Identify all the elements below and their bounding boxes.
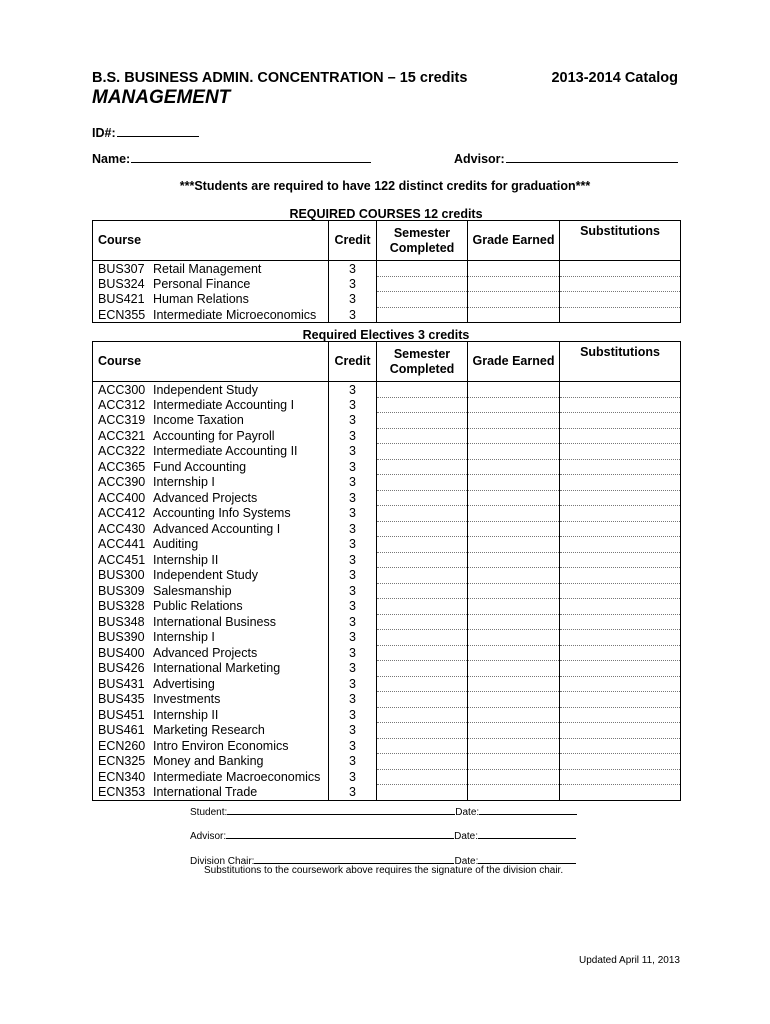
grade-cell[interactable] <box>468 661 560 677</box>
course-cell <box>93 413 329 429</box>
semester-cell[interactable] <box>377 568 468 584</box>
table-row <box>93 738 681 754</box>
table-row <box>93 583 681 599</box>
semester-cell[interactable] <box>377 307 468 323</box>
course-cell <box>93 692 329 708</box>
course-title: Internship II <box>153 552 219 567</box>
semester-cell[interactable] <box>377 754 468 770</box>
credit-cell: 3 <box>329 276 377 292</box>
credit-cell: 3 <box>329 599 377 615</box>
table-row <box>93 537 681 553</box>
table-row <box>93 292 681 308</box>
advisor-label: Advisor: <box>454 152 505 166</box>
semester-cell[interactable] <box>377 769 468 785</box>
credit-cell: 3 <box>329 568 377 584</box>
course-title: Accounting Info Systems <box>153 506 291 521</box>
course-title: Human Relations <box>153 292 249 307</box>
table-header <box>93 342 681 382</box>
course-code: BUS324 <box>98 276 145 291</box>
course-title: Independent Study <box>153 568 258 583</box>
grade-cell[interactable] <box>468 645 560 661</box>
course-code: ACC321 <box>98 428 146 443</box>
course-cell <box>93 521 329 537</box>
course-code: BUS328 <box>98 599 145 614</box>
course-cell <box>93 738 329 754</box>
grade-cell[interactable] <box>468 292 560 308</box>
grade-cell[interactable] <box>468 692 560 708</box>
student-line[interactable] <box>227 804 455 815</box>
course-code: BUS348 <box>98 614 145 629</box>
semester-cell[interactable] <box>377 413 468 429</box>
col-course: Course <box>93 342 329 382</box>
semester-cell[interactable] <box>377 738 468 754</box>
grade-cell[interactable] <box>468 475 560 491</box>
course-cell <box>93 614 329 630</box>
course-title: Investments <box>153 692 221 707</box>
col-semester: Semester Completed <box>377 342 468 382</box>
substitution-cell[interactable] <box>560 614 681 630</box>
course-title: International Marketing <box>153 661 281 676</box>
substitution-cell[interactable] <box>560 738 681 754</box>
course-title: Internship I <box>153 475 215 490</box>
col-credit: Credit <box>329 221 377 261</box>
credit-cell: 3 <box>329 614 377 630</box>
advisor-date-line[interactable] <box>478 828 576 839</box>
course-title: Advanced Accounting I <box>153 521 281 536</box>
course-code: ECN340 <box>98 769 146 784</box>
course-cell <box>93 276 329 292</box>
grade-cell[interactable] <box>468 307 560 323</box>
semester-cell[interactable] <box>377 630 468 646</box>
semester-cell[interactable] <box>377 490 468 506</box>
semester-cell[interactable] <box>377 614 468 630</box>
course-cell <box>93 444 329 460</box>
graduation-note: ***Students are required to have 122 distinct credits for graduation*** <box>179 179 591 193</box>
course-code: ACC412 <box>98 506 146 521</box>
substitution-cell[interactable] <box>560 630 681 646</box>
semester-cell[interactable] <box>377 599 468 615</box>
course-cell <box>93 769 329 785</box>
table-header <box>93 221 681 261</box>
substitution-cell[interactable] <box>560 459 681 475</box>
grade-cell[interactable] <box>468 261 560 277</box>
table-row <box>93 614 681 630</box>
date-label: Date: <box>454 831 479 842</box>
substitution-cell[interactable] <box>560 276 681 292</box>
credit-cell: 3 <box>329 723 377 739</box>
table-row <box>93 692 681 708</box>
credit-cell: 3 <box>329 630 377 646</box>
semester-cell[interactable] <box>377 645 468 661</box>
course-title: Personal Finance <box>153 276 251 291</box>
electives-table <box>92 341 681 801</box>
course-code: ACC390 <box>98 475 146 490</box>
course-code: ACC441 <box>98 537 146 552</box>
substitution-cell[interactable] <box>560 397 681 413</box>
credit-cell: 3 <box>329 552 377 568</box>
semester-cell[interactable] <box>377 707 468 723</box>
credit-cell: 3 <box>329 413 377 429</box>
semester-cell[interactable] <box>377 382 468 398</box>
credit-cell: 3 <box>329 645 377 661</box>
credit-cell: 3 <box>329 785 377 801</box>
substitution-cell[interactable] <box>560 769 681 785</box>
course-cell <box>93 261 329 277</box>
substitution-cell[interactable] <box>560 475 681 491</box>
course-cell <box>93 676 329 692</box>
advisor-sig-line[interactable] <box>226 828 454 839</box>
substitution-cell[interactable] <box>560 382 681 398</box>
course-code: ACC322 <box>98 444 146 459</box>
credit-cell: 3 <box>329 707 377 723</box>
course-title: Advanced Projects <box>153 490 258 505</box>
course-code: BUS431 <box>98 676 145 691</box>
grade-cell[interactable] <box>468 459 560 475</box>
concentration-name: MANAGEMENT <box>92 87 231 108</box>
substitution-cell[interactable] <box>560 707 681 723</box>
course-cell <box>93 490 329 506</box>
grade-cell[interactable] <box>468 444 560 460</box>
grade-cell[interactable] <box>468 521 560 537</box>
course-title: International Trade <box>153 785 258 799</box>
credit-cell: 3 <box>329 754 377 770</box>
course-cell <box>93 382 329 398</box>
table-row <box>93 413 681 429</box>
substitution-cell[interactable] <box>560 676 681 692</box>
table-row <box>93 521 681 537</box>
course-code: ACC300 <box>98 382 146 397</box>
course-cell <box>93 459 329 475</box>
grade-cell[interactable] <box>468 738 560 754</box>
substitution-cell[interactable] <box>560 261 681 277</box>
course-code: ECN353 <box>98 785 146 799</box>
table-row <box>93 490 681 506</box>
course-cell <box>93 583 329 599</box>
col-substitutions: Substitutions <box>560 221 681 261</box>
course-code: ACC365 <box>98 459 146 474</box>
course-code: ECN355 <box>98 307 146 322</box>
grade-cell[interactable] <box>468 490 560 506</box>
course-cell <box>93 630 329 646</box>
updated-date: Updated April 11, 2013 <box>578 955 680 966</box>
course-code: BUS309 <box>98 583 145 598</box>
course-cell <box>93 645 329 661</box>
course-title: Salesmanship <box>153 583 232 598</box>
required-courses-table <box>92 220 681 323</box>
grade-cell[interactable] <box>468 382 560 398</box>
substitution-cell[interactable] <box>560 583 681 599</box>
semester-cell[interactable] <box>377 785 468 801</box>
substitution-cell[interactable] <box>560 552 681 568</box>
substitution-cell[interactable] <box>560 645 681 661</box>
substitution-cell[interactable] <box>560 599 681 615</box>
substitution-cell[interactable] <box>560 521 681 537</box>
course-title: Public Relations <box>153 599 243 614</box>
substitution-cell[interactable] <box>560 428 681 444</box>
course-cell <box>93 506 329 522</box>
course-cell <box>93 397 329 413</box>
course-cell <box>93 599 329 615</box>
course-title: Intermediate Microeconomics <box>153 307 317 322</box>
semester-cell[interactable] <box>377 459 468 475</box>
substitution-cell[interactable] <box>560 413 681 429</box>
grade-cell[interactable] <box>468 537 560 553</box>
substitution-cell[interactable] <box>560 292 681 308</box>
substitution-cell[interactable] <box>560 444 681 460</box>
course-title: International Business <box>153 614 276 629</box>
name-line[interactable] <box>131 150 371 163</box>
credit-cell: 3 <box>329 428 377 444</box>
substitution-cell[interactable] <box>560 692 681 708</box>
table-row <box>93 444 681 460</box>
credit-cell: 3 <box>329 769 377 785</box>
grade-cell[interactable] <box>468 614 560 630</box>
substitution-cell[interactable] <box>560 307 681 323</box>
course-title: Income Taxation <box>153 413 244 428</box>
chair-line[interactable] <box>254 853 454 864</box>
substitution-cell[interactable] <box>560 490 681 506</box>
semester-cell[interactable] <box>377 661 468 677</box>
table-row <box>93 261 681 277</box>
substitution-cell[interactable] <box>560 568 681 584</box>
credit-cell: 3 <box>329 506 377 522</box>
advisor-sig-label: Advisor: <box>190 831 227 842</box>
table-row <box>93 459 681 475</box>
col-grade: Grade Earned <box>468 221 560 261</box>
course-title: Marketing Research <box>153 723 265 738</box>
grade-cell[interactable] <box>468 552 560 568</box>
course-code: BUS390 <box>98 630 145 645</box>
table-row <box>93 707 681 723</box>
course-title: Intermediate Accounting I <box>153 397 295 412</box>
course-title: Internship II <box>153 707 219 722</box>
credit-cell: 3 <box>329 537 377 553</box>
advisor-field[interactable] <box>454 150 678 166</box>
course-code: BUS461 <box>98 723 145 738</box>
course-cell <box>93 661 329 677</box>
table-row <box>93 676 681 692</box>
course-cell <box>93 537 329 553</box>
semester-cell[interactable] <box>377 723 468 739</box>
course-title: Money and Banking <box>153 754 264 769</box>
id-label: ID#: <box>92 126 116 140</box>
course-code: BUS451 <box>98 707 145 722</box>
course-cell <box>93 552 329 568</box>
grade-cell[interactable] <box>468 676 560 692</box>
grade-cell[interactable] <box>468 506 560 522</box>
course-cell <box>93 754 329 770</box>
grade-cell[interactable] <box>468 707 560 723</box>
table-row <box>93 769 681 785</box>
col-course: Course <box>93 221 329 261</box>
credit-cell: 3 <box>329 583 377 599</box>
student-signature[interactable] <box>190 804 577 818</box>
substitution-cell[interactable] <box>560 537 681 553</box>
substitution-cell[interactable] <box>560 506 681 522</box>
table-row <box>93 428 681 444</box>
course-code: BUS435 <box>98 692 145 707</box>
name-label: Name: <box>92 152 131 166</box>
table-row <box>93 723 681 739</box>
grade-cell[interactable] <box>468 397 560 413</box>
substitution-cell[interactable] <box>560 723 681 739</box>
semester-cell[interactable] <box>377 521 468 537</box>
semester-cell[interactable] <box>377 428 468 444</box>
course-cell <box>93 307 329 323</box>
course-title: Retail Management <box>153 261 262 276</box>
semester-cell[interactable] <box>377 583 468 599</box>
semester-cell[interactable] <box>377 676 468 692</box>
grade-cell[interactable] <box>468 723 560 739</box>
semester-cell[interactable] <box>377 261 468 277</box>
substitution-cell[interactable] <box>560 661 681 677</box>
col-semester: Semester Completed <box>377 221 468 261</box>
advisor-line[interactable] <box>506 150 678 163</box>
table-row <box>93 475 681 491</box>
credit-cell: 3 <box>329 292 377 308</box>
semester-cell[interactable] <box>377 537 468 553</box>
course-code: BUS307 <box>98 261 145 276</box>
semester-cell[interactable] <box>377 475 468 491</box>
table-row <box>93 397 681 413</box>
semester-cell[interactable] <box>377 552 468 568</box>
col-credit: Credit <box>329 342 377 382</box>
table-row <box>93 754 681 770</box>
substitution-cell[interactable] <box>560 754 681 770</box>
course-code: BUS426 <box>98 661 145 676</box>
semester-cell[interactable] <box>377 444 468 460</box>
course-code: BUS300 <box>98 568 145 583</box>
semester-cell[interactable] <box>377 276 468 292</box>
substitution-cell[interactable] <box>560 785 681 801</box>
advisor-signature[interactable] <box>190 828 576 842</box>
credit-cell: 3 <box>329 261 377 277</box>
course-title: Advanced Projects <box>153 645 258 660</box>
course-title: Intro Environ Economics <box>153 738 289 753</box>
course-cell <box>93 723 329 739</box>
student-label: Student: <box>190 807 228 818</box>
course-code: ACC400 <box>98 490 146 505</box>
credit-cell: 3 <box>329 307 377 323</box>
credit-cell: 3 <box>329 397 377 413</box>
table-row <box>93 599 681 615</box>
course-code: ACC319 <box>98 413 146 428</box>
course-code: ACC451 <box>98 552 146 567</box>
grade-cell[interactable] <box>468 754 560 770</box>
student-date-line[interactable] <box>479 804 577 815</box>
credit-cell: 3 <box>329 444 377 460</box>
course-title: Internship I <box>153 630 215 645</box>
grade-cell[interactable] <box>468 630 560 646</box>
table-row <box>93 630 681 646</box>
credit-cell: 3 <box>329 521 377 537</box>
table-row <box>93 382 681 398</box>
course-title: Fund Accounting <box>153 459 247 474</box>
table-row <box>93 661 681 677</box>
table-row <box>93 307 681 323</box>
semester-cell[interactable] <box>377 397 468 413</box>
course-cell <box>93 785 329 801</box>
course-title: Intermediate Accounting II <box>153 444 298 459</box>
date-label: Date: <box>454 856 479 867</box>
course-code: ACC312 <box>98 397 146 412</box>
table-row <box>93 552 681 568</box>
id-field[interactable] <box>92 124 199 140</box>
course-cell <box>93 428 329 444</box>
credit-cell: 3 <box>329 490 377 506</box>
grade-cell[interactable] <box>468 568 560 584</box>
course-code: BUS421 <box>98 292 145 307</box>
table-row <box>93 645 681 661</box>
grade-cell[interactable] <box>468 413 560 429</box>
course-code: BUS400 <box>98 645 145 660</box>
semester-cell[interactable] <box>377 692 468 708</box>
grade-cell[interactable] <box>468 276 560 292</box>
credit-cell: 3 <box>329 661 377 677</box>
substitution-note: Substitutions to the coursework above requires the signature of the division chair. <box>204 865 564 876</box>
course-code: ECN260 <box>98 738 146 753</box>
semester-cell[interactable] <box>377 506 468 522</box>
name-field[interactable] <box>92 150 371 166</box>
date-label: Date: <box>455 807 480 818</box>
credit-cell: 3 <box>329 382 377 398</box>
course-cell <box>93 707 329 723</box>
course-code: ECN325 <box>98 754 146 769</box>
course-title: Accounting for Payroll <box>153 428 275 443</box>
grade-cell[interactable] <box>468 599 560 615</box>
grade-cell[interactable] <box>468 583 560 599</box>
course-title: Independent Study <box>153 382 258 397</box>
grade-cell[interactable] <box>468 428 560 444</box>
col-grade: Grade Earned <box>468 342 560 382</box>
credit-cell: 3 <box>329 738 377 754</box>
course-cell <box>93 568 329 584</box>
grade-cell[interactable] <box>468 785 560 801</box>
credit-cell: 3 <box>329 692 377 708</box>
credit-cell: 3 <box>329 459 377 475</box>
required-heading: REQUIRED COURSES 12 credits <box>289 207 483 221</box>
catalog-year: 2013-2014 Catalog <box>551 70 678 86</box>
grade-cell[interactable] <box>468 769 560 785</box>
course-title: Intermediate Macroeconomics <box>153 769 321 784</box>
table-row <box>93 568 681 584</box>
table-row <box>93 506 681 522</box>
credit-cell: 3 <box>329 676 377 692</box>
electives-heading: Required Electives 3 credits <box>302 328 470 342</box>
course-cell <box>93 475 329 491</box>
concentration-title: B.S. BUSINESS ADMIN. CONCENTRATION – 15 credits <box>92 70 468 86</box>
course-cell <box>93 292 329 308</box>
course-title: Advertising <box>153 676 215 691</box>
id-line[interactable] <box>117 124 199 137</box>
course-code: ACC430 <box>98 521 146 536</box>
semester-cell[interactable] <box>377 292 468 308</box>
course-title: Auditing <box>153 537 199 552</box>
table-row <box>93 785 681 801</box>
chair-label: Division Chair: <box>190 856 255 867</box>
chair-date-line[interactable] <box>478 853 576 864</box>
credit-cell: 3 <box>329 475 377 491</box>
col-substitutions: Substitutions <box>560 342 681 382</box>
table-row <box>93 276 681 292</box>
